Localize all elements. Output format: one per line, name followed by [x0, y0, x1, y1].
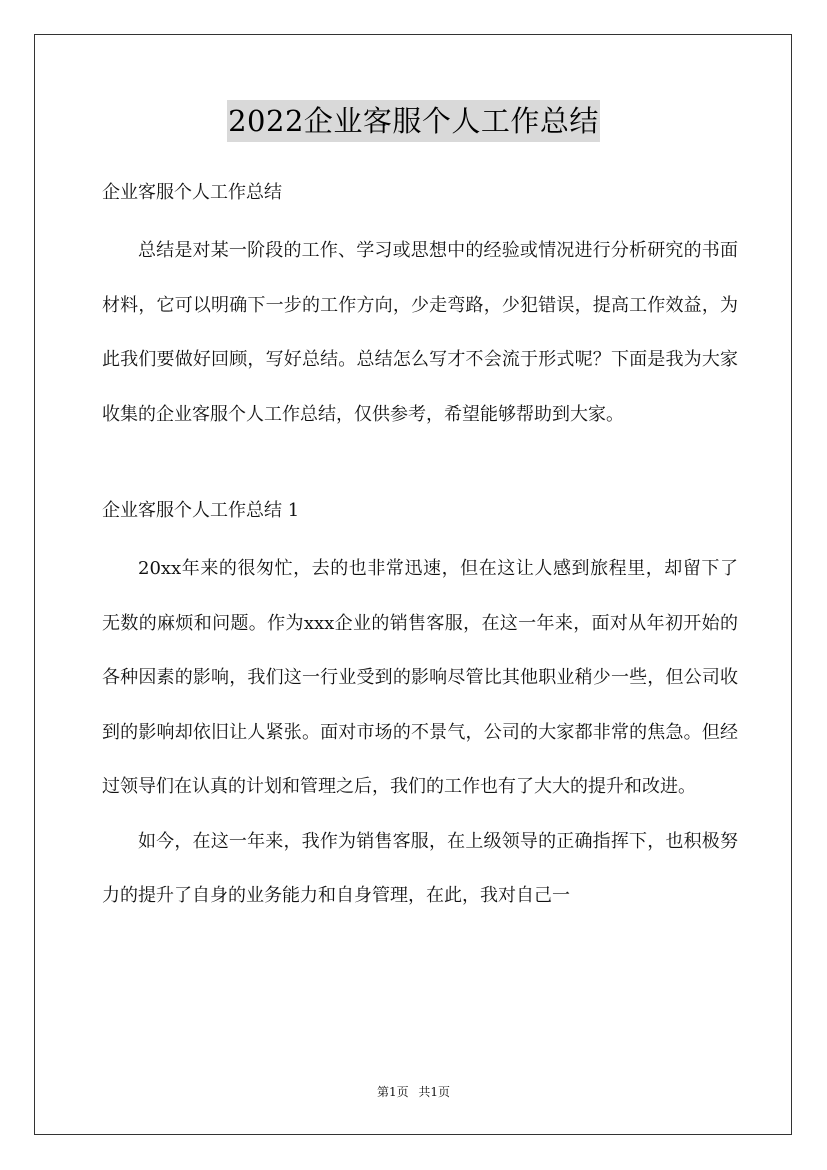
page-footer [0, 1083, 827, 1101]
section1-paragraph-2: 如今，在这一年来，我作为销售客服，在上级领导的正确指挥下，也积极努力的提升了自身的业务能力和自身管理，在此，我对自己一 [102, 830, 738, 906]
document-title: 2022企业客服个人工作总结 [227, 100, 600, 142]
spacer [102, 442, 738, 492]
title-container [0, 100, 827, 142]
section1-paragraph-1: 20xx年来的很匆忙，去的也非常迅速，但在这让人感到旅程里，却留下了无数的麻烦和问题。作为xxx企业的销售客服，在这一年来，面对从年初开始的各种因素的影响，我们这一行业受到的影响尽管比其他职业稍少一些，但公司收到的影响却依旧让人紧张。面对市场的不景气，公司的大家都非常的焦急。但经过领导们在认真的计划和管理之后，我们的工作也有了大大的提升和改进。 [102, 558, 738, 797]
page-number: 第1页 [376, 1085, 409, 1099]
page-total: 共1页 [418, 1085, 451, 1099]
spacer [102, 530, 738, 542]
intro-paragraph: 总结是对某一阶段的工作、学习或思想中的经验或情况进行分析研究的书面材料，它可以明确下一步的工作方向，少走弯路，少犯错误，提高工作效益，为此我们要做好回顾，写好总结。总结怎么写才不会流于形式呢？下面是我为大家收集的企业客服个人工作总结，仅供参考，希望能够帮助到大家。 [102, 240, 738, 425]
spacer [102, 212, 738, 224]
section1-heading: 企业客服个人工作总结 1 [102, 500, 300, 521]
intro-heading: 企业客服个人工作总结 [102, 182, 282, 203]
document-body [102, 174, 738, 924]
